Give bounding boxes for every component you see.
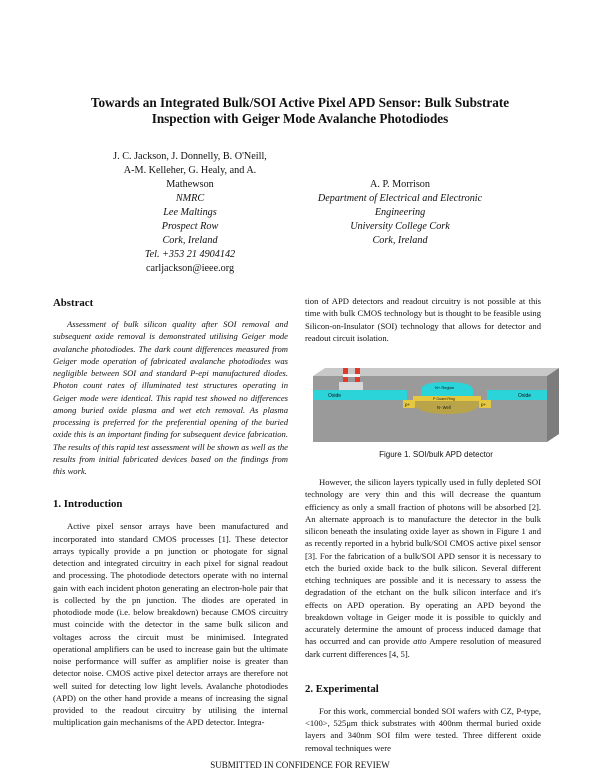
continued-text: tion of APD detectors and readout circuitry is not possible at this time with bulk CMOS technology but is thought to be feasible using Silicon-on-Insulator (SOI) technology that allows for detector and readout circuit isolation.: [305, 296, 541, 343]
gate-stripe: [343, 374, 360, 377]
author-addr-3: Cork, Ireland: [162, 235, 218, 246]
author-dept-2: Engineering: [374, 207, 426, 218]
label-oxide-left: Oxide: [328, 393, 342, 399]
label-n-region: N+ Region: [435, 385, 455, 390]
author-block-right: [290, 178, 510, 248]
abstract-text: Assessment of bulk silicon quality after SOI removal and subsequent oxide removal is demonstrated utilising Geiger mode avalanche photodiodes. The dark count differences measured from Geiger mode operation of fabricated avalanche photodiodes was negligible between SOI and standard P-epi manufactured diodes. Photon count rates of illuminated test structures operating in Geiger mode were identical. This rapid test showed no differences among buried oxide plasma and wet etch removal. As plasma processing is preferred for the preferential opening of the buried oxide this is an important finding for subsequent device fabrication. The results of this rapid test assessment will be shown as well as the results from initial fabricated devices based on the findings from this work.: [53, 319, 288, 476]
page-footer: SUBMITTED IN CONFIDENCE FOR REVIEW: [210, 760, 390, 770]
intro-heading: 1. Introduction: [53, 498, 123, 511]
body-text-soi-b: Ampere resolution of measured dark current differences [4, 5].: [305, 636, 541, 659]
body-text-soi: [305, 476, 541, 660]
author-names-3: Mathewson: [166, 179, 214, 190]
label-p-plus-left: p+: [405, 402, 411, 407]
paper-title: [40, 95, 560, 127]
substrate-side-face: [547, 368, 559, 442]
left-column: [53, 296, 288, 729]
title-line-1: Towards an Integrated Bulk/SOI Active Pixel APD Sensor: Bulk Substrate: [90, 95, 510, 110]
label-p-guard: P Guard Ring: [433, 397, 455, 401]
author-univ: University College Cork: [350, 221, 450, 232]
right-column-bottom: [305, 476, 541, 754]
experimental-text: For this work, commercial bonded SOI wafers with CZ, P-type, <100>, 525μm thick substrates with 400nm thermal buried oxide layers and 340nm SOI film were tested. Three different oxide removal techniques were: [305, 705, 541, 753]
experimental-heading: 2. Experimental: [305, 682, 379, 695]
author-addr-2: Prospect Row: [161, 221, 219, 232]
label-oxide-right: Oxide: [518, 393, 532, 399]
author-names-2: A-M. Kelleher, G. Healy, and A.: [123, 165, 257, 176]
author-city: Cork, Ireland: [372, 235, 428, 246]
apd-cross-section-figure: [313, 362, 559, 442]
label-p-plus-right: p+: [481, 402, 487, 407]
title-line-2: Inspection with Geiger Mode Avalanche Photodiodes: [151, 111, 449, 126]
author-block-left: [80, 150, 300, 276]
author-addr-1: Lee Maltings: [163, 207, 217, 218]
label-n-well: N- Well: [437, 405, 451, 410]
author-org: NMRC: [175, 193, 205, 204]
author-name-right: A. P. Morrison: [370, 179, 430, 190]
author-dept-1: Department of Electrical and Electronic: [317, 193, 483, 204]
figure-caption: Figure 1. SOI/bulk APD detector: [379, 450, 493, 459]
author-names-1: J. C. Jackson, J. Donnelly, B. O'Neill,: [113, 151, 267, 162]
author-tel: Tel. +353 21 4904142: [144, 249, 236, 260]
right-column-top: [305, 295, 541, 344]
n-plus-base: [421, 390, 473, 396]
intro-text: Active pixel sensor arrays have been manufactured and incorporated into standard CMOS processes [1]. These detector arrays typically provide a pn junction or photogate for signal detection and integrated circuitry in each pixel for signal readout and processing. The photodiode detectors operate with no internal gain with each incident photon generating an electron-hole pair that is collected by the pn junction. The diodes are operated in photodiode mode (i.e. below breakdown) because CMOS circuitry must coincide with the detector in the same bulk silicon and voltages across the circuit must be minimised. Integrated operational amplifiers can be used to increase gain but the ultimate noise performance will suffer as amplifier noise is greater than detector noise. CMOS active pixel detector arrays are therefore not well suited for detecting low light levels. Avalanche photodiodes (APD) on the other hand provide a means of increasing the signal provided to the readout circuitry by utilising the internal multiplication gain mechanisms of the APD detector. Integra-: [53, 521, 288, 728]
buried-oxide-right: [487, 390, 547, 400]
soi-island: [339, 382, 363, 390]
body-text-atto: atto: [413, 636, 427, 647]
body-text-soi-a: However, the silicon layers typically used in fully depleted SOI technology are very thin and this will decrease the quantum efficiency as only a small fraction of photons will be absorbed [2]. An alternate approach is to manufacture the detector in the bulk silicon beneath the insulating oxide layer as shown in Figure 1 and as recently reported in a hybrid bulk/SOI CMOS active pixel sensor [3]. For the fabrication of a bulk/SOI APD sensor it is necessary to etch the buried oxide back to the bulk silicon. Several different etching techniques are possible and it is necessary to assess the degradation of the etchant on the bulk silicon interface and it's effects on APD operation. By operating an APD beyond the breakdown voltage in Geiger mode it is possible to quickly and accurately determine the amount of process induced damage that has occurred and can provide: [305, 477, 541, 647]
author-email: carljackson@ieee.org: [145, 263, 235, 274]
abstract-heading: Abstract: [53, 297, 94, 309]
